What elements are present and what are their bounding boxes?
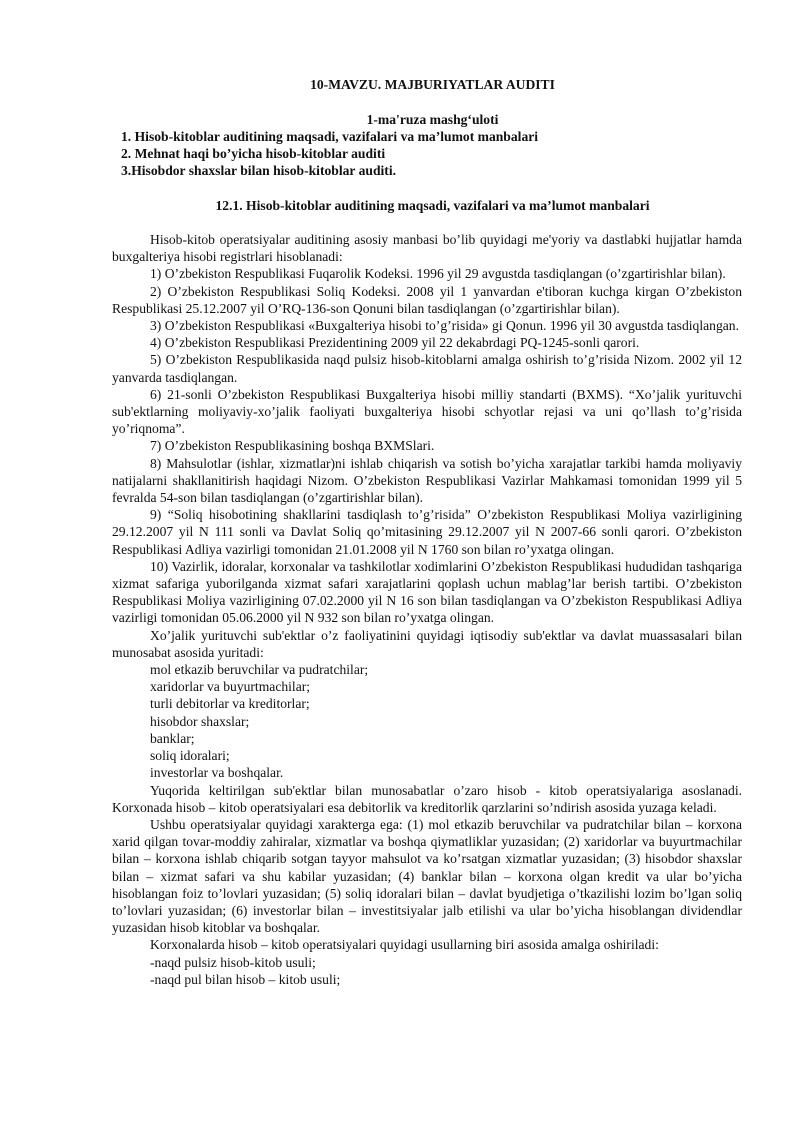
paragraph: Korxonalarda hisob – kitob operatsiyalari quyidagi usullarning biri asosida amalga oshiriladi: — [150, 937, 659, 953]
paragraph: 2) O’zbekiston Respublikasi Soliq Kodeksi. 2008 yil 1 yanvardan e'tiboran kuchga kirgan O’zbekiston Respublikasi 25.12.2007 yil O’RQ-136-son Qonuni bilan tasdiqlangan (o’zgartirishlar bilan). — [112, 283, 742, 316]
lecture-plan — [121, 128, 538, 180]
paragraph: 7) O’zbekiston Respublikasining boshqa BXMSlari. — [150, 438, 435, 454]
list-item: banklar; — [150, 730, 195, 746]
paragraph: 6) 21-sonli O’zbekiston Respublikasi Buxgalteriya hisobi milliy standarti (BXMS). “Xo’jalik yurituvchi sub'ektlarning moliyaviy-xo’jalik faoliyati buxgalteriya hisobi schyotlar rejasi va uni qo’llash to’g’risida yo’riqnoma”. — [112, 386, 742, 437]
paragraph: 10) Vazirlik, idoralar, korxonalar va tashkilotlar xodimlarini O’zbekiston Respublikasi hududidan tashqariga xizmat safariga yuborilganda xizmat safari xarajatlarini qoplash uchun mablag’lar berish tartibi. O’zbekiston Respublikasi Moliya vazirligining 07.02.2000 yil N 16 son bilan tasdiqlangan va O’zbekiston Respublikasi Adliya vazirligi tomonidan 05.06.2000 yil N 932 son bilan ro’yxatga olingan. — [112, 558, 742, 626]
list-item: soliq idoralari; — [150, 748, 230, 764]
list-item: -naqd pul bilan hisob – kitob usuli; — [150, 971, 341, 987]
paragraph: 9) “Soliq hisobotining shakllarini tasdiqlash to’g’risida” O’zbekiston Respublikasi Moliya vazirligining 29.12.2007 yil N 111 sonli va Davlat Soliq qo’mitasining 29.12.2007 yil N 2007-66 sonli qarori. O’zbekiston Respublikasi Adliya vazirligi tomonidan 21.01.2008 yil N 1760 son bilan ro’yxatga olingan. — [112, 507, 742, 557]
plan-item: 1. Hisob-kitoblar auditining maqsadi, vazifalari va ma’lumot manbalari — [121, 129, 539, 144]
paragraph: 4) O’zbekiston Respublikasi Prezidentining 2009 yil 22 dekabrdagi PQ-1245-sonli qarori. — [150, 335, 640, 351]
document-body — [112, 231, 742, 988]
paragraph: Xo’jalik yurituvchi sub'ektlar o’z faoliyatinini quyidagi iqtisodiy sub'ektlar va davlat muassasalari bilan munosabat asosida yuritadi: — [112, 627, 742, 660]
lecture-subtitle: 1-ma'ruza mashg‘uloti — [366, 112, 499, 127]
paragraph: Ushbu operatsiyalar quyidagi xarakterga ega: (1) mol etkazib beruvchilar va pudratchilar bilan – korxona xarid qilgan tovar-moddiy zahiralar, xizmatlar va boshqa qiymatliklar yuzasidan; (2) xaridorlar va buyurtmachilar bilan – korxona ishlab chiqarib sotgan tayyor mahsulot va ko’rsatgan xizmatlar yuzasidan; (3) hisobdor shaxslar bilan – xizmat safari va shu kabilar yuzasidan; (4) banklar bilan – korxona olgan kredit va ular bo’yicha hisoblangan foiz to’lovlari yuzasidan; (5) soliq idoralari bilan – davlat byudjetiga o’tkazilishi lozim bo’lgan soliq to’lovlari yuzasidan; (6) investorlar bilan – investitsiyalar jalb etilishi va ular bo’yicha hisoblangan dividendlar yuzasidan hisob kitoblar va boshqalar. — [112, 816, 742, 936]
paragraph: 3) O’zbekiston Respublikasi «Buxgalteriya hisobi to’g’risida» gi Qonun. 1996 yil 30 avgustda tasdiqlangan. — [150, 318, 739, 334]
list-item: investorlar va boshqalar. — [150, 765, 284, 781]
list-item: mol etkazib beruvchilar va pudratchilar; — [150, 662, 369, 678]
section-heading: 12.1. Hisob-kitoblar auditining maqsadi, vazifalari va ma’lumot manbalari — [215, 198, 650, 213]
paragraph: 1) O’zbekiston Respublikasi Fuqarolik Kodeksi. 1996 yil 29 avgustda tasdiqlangan (o’zgartirishlar bilan). — [150, 266, 726, 282]
paragraph: 8) Mahsulotlar (ishlar, xizmatlar)ni ishlab chiqarish va sotish bo’yicha xarajatlar tarkibi hamda moliyaviy natijalarni shakllanitirish haqidagi Nizom. O’zbekiston Respublikasi Vazirlar Mahkamasi tomonidan 1999 yil 5 fevralda 54-son bilan tasdiqlangan (o’zgartirishlar bilan). — [112, 455, 742, 506]
paragraph: Yuqorida keltirilgan sub'ektlar bilan munosabatlar o’zaro hisob - kitob operatsiyalariga asoslanadi. Korxonada hisob – kitob operatsiyalari esa debitorlik va kreditorlik qarzlarini so’ndirish asosida yuzaga keladi. — [112, 782, 742, 815]
list-item: -naqd pulsiz hisob-kitob usuli; — [150, 954, 316, 970]
list-item: xaridorlar va buyurtmachilar; — [150, 679, 311, 695]
list-item: turli debitorlar va kreditorlar; — [150, 696, 310, 712]
paragraph: 5) O’zbekiston Respublikasida naqd pulsiz hisob-kitoblarni amalga oshirish to’g’risida Nizom. 2002 yil 12 yanvarda tasdiqlangan. — [112, 352, 742, 385]
plan-item: 2. Mehnat haqi bo’yicha hisob-kitoblar auditi — [121, 146, 386, 162]
list-item: hisobdor shaxslar; — [150, 713, 250, 729]
page-title: 10-MAVZU. MAJBURIYATLAR AUDITI — [310, 77, 555, 92]
plan-item: 3.Hisobdor shaxslar bilan hisob-kitoblar auditi. — [121, 163, 396, 179]
paragraph: Hisob-kitob operatsiyalar auditining asosiy manbasi bo’lib quyidagi me'yoriy va dastlabki hujjatlar hamda buxgalteriya hisobi registrlari hisoblanadi: — [112, 232, 742, 265]
